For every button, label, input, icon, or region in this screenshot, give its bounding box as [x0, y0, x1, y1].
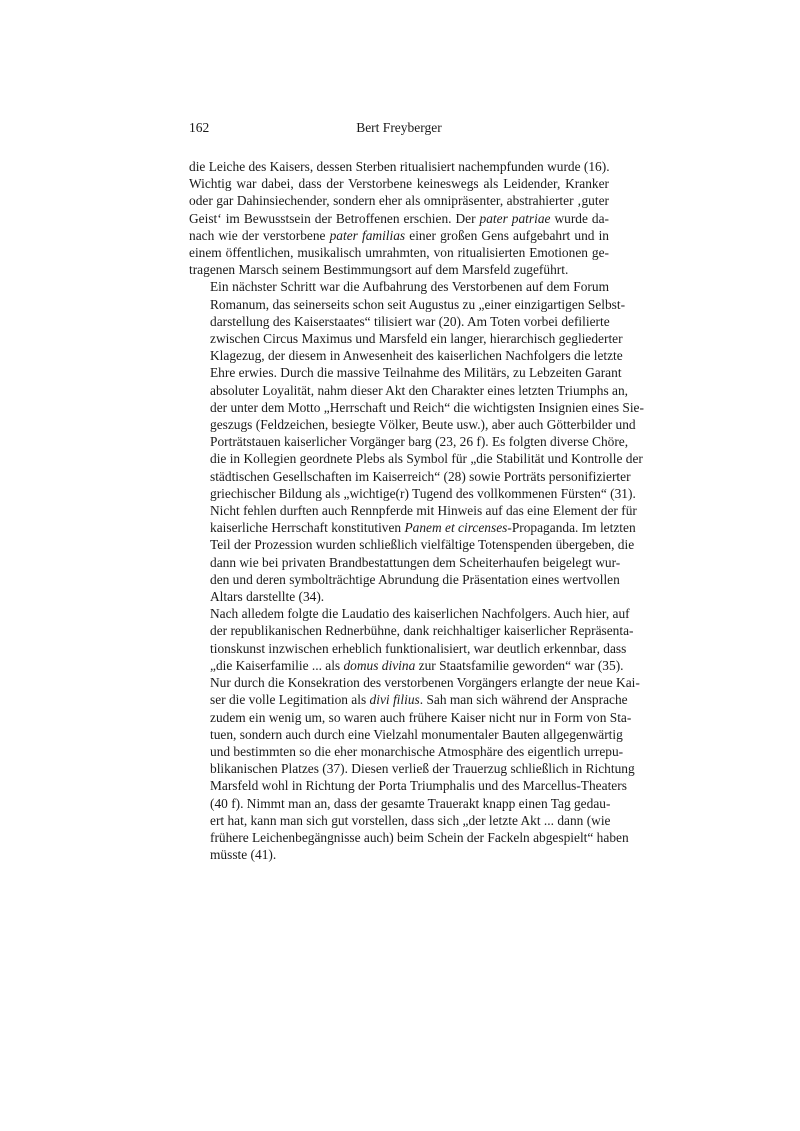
text-line	[189, 485, 636, 502]
italic-run: pater patriae	[479, 210, 551, 226]
text-line	[189, 640, 627, 657]
italic-run: divi filius	[369, 692, 420, 708]
text-run: blikanischen Platzes (37). Diesen verließ der Trauerzug schließlich in Richtung	[210, 761, 635, 777]
text-line	[189, 588, 609, 605]
text-line	[189, 261, 609, 278]
italic-run: Panem et circenses	[404, 520, 508, 536]
text-line	[189, 364, 622, 381]
text-line	[189, 399, 644, 416]
text-line	[189, 416, 636, 433]
text-run: darstellung des Kaiserstaates“ tilisiert war (20). Am Toten vorbei defilierte	[210, 313, 610, 329]
text-line	[189, 433, 629, 450]
text-run: frühere Leichenbegängnisse auch) beim Schein der Fackeln abgespielt“ haben	[210, 829, 629, 845]
text-run: tionskunst inzwischen erheblich funktionalisiert, war deutlich erkennbar, dass	[210, 640, 627, 656]
text-run: Geist‘ im Bewusstsein der Betroffenen erschien. Der	[189, 210, 480, 226]
text-line	[189, 795, 609, 812]
text-run: Romanum, das seinerseits schon seit Augustus zu „einer einzigartigen Selbst-	[210, 296, 626, 312]
text-run: ert hat, kann man sich gut vorstellen, dass sich „der letzte Akt ... dann (wie	[210, 812, 611, 828]
text-run: der unter dem Motto „Herrschaft und Reich“ die wichtigsten Insignien eines Sie-	[210, 399, 644, 415]
text-run: absoluter Loyalität, nahm dieser Akt den Charakter eines letzten Triumphs an,	[210, 382, 628, 398]
text-line	[189, 175, 609, 192]
text-run: einer großen Gens aufgebahrt und in	[405, 227, 609, 243]
text-line	[189, 709, 632, 726]
paragraph	[189, 158, 609, 278]
text-run: Nicht fehlen durften auch Rennpferde mit Hinweis auf das eine Element der für	[210, 503, 637, 519]
page-header	[189, 120, 609, 138]
text-line	[189, 347, 623, 364]
text-line	[189, 382, 628, 399]
text-line	[189, 210, 609, 227]
text-run: tragenen Marsch seinem Bestimmungsort auf dem Marsfeld zugeführt.	[189, 262, 569, 278]
text-line	[189, 691, 628, 708]
text-line	[189, 554, 621, 571]
text-run: und bestimmten so die eher monarchische Atmosphäre des eigentlich urrepu-	[210, 743, 624, 759]
text-run: ser die volle Legitimation als	[210, 692, 370, 708]
text-run: (40 f). Nimmt man an, dass der gesamte Trauerakt knapp einen Tag gedau-	[210, 795, 611, 811]
text-line	[189, 536, 635, 553]
text-line	[189, 450, 643, 467]
text-line	[189, 158, 609, 175]
text-run: oder gar Dahinsiechender, sondern eher als omnipräsenter, abstrahierter ‚guter	[189, 193, 609, 209]
page-number: 162	[189, 120, 210, 135]
text-run: die Leiche des Kaisers, dessen Sterben ritualisiert nachempfunden wurde (16).	[189, 159, 610, 174]
text-run: „die Kaiserfamilie ... als	[210, 657, 344, 673]
text-line	[189, 468, 631, 485]
italic-run: pater familias	[329, 227, 406, 243]
text-line	[189, 192, 609, 209]
text-run: kaiserliche Herrschaft konstitutiven	[210, 520, 405, 536]
text-run: Wichtig war dabei, dass der Verstorbene keineswegs als Leidender, Kranker	[189, 176, 609, 192]
italic-run: domus divina	[343, 657, 416, 673]
text-line	[189, 330, 623, 347]
running-head: Bert Freyberger	[356, 120, 442, 135]
text-line	[189, 829, 629, 846]
paragraph	[189, 278, 644, 605]
text-run: Teil der Prozession wurden schließlich vielfältige Totenspenden übergeben, die	[210, 537, 635, 553]
text-line	[189, 760, 635, 777]
text-run: tuen, sondern auch durch eine Vielzahl monumentaler Bauten allgegenwärtig	[210, 726, 623, 742]
text-run: Ein nächster Schritt war die Aufbahrung des Verstorbenen auf dem Forum	[210, 279, 609, 295]
text-run: Altars darstellte (34).	[210, 589, 325, 605]
text-run: Marsfeld wohl in Richtung der Porta Triumphalis und des Marcellus-Theaters	[210, 778, 627, 794]
text-line	[189, 622, 634, 639]
text-run: Porträtstauen kaiserlicher Vorgänger barg (23, 26 f). Es folgten diverse Chöre,	[210, 434, 629, 450]
text-line	[189, 278, 609, 295]
text-run: den und deren symbolträchtige Abrundung die Präsentation eines wertvollen	[210, 571, 620, 587]
text-run: geszugs (Feldzeichen, besiegte Völker, Beute usw.), aber auch Götterbilder und	[210, 417, 636, 433]
text-line	[189, 657, 624, 674]
text-run: nach wie der verstorbene	[189, 227, 330, 243]
text-run: Klagezug, der diesem in Anwesenheit des kaiserlichen Nachfolgers die letzte	[210, 348, 623, 364]
text-run: wurde da-	[550, 210, 609, 226]
text-line	[189, 846, 609, 863]
text-line	[189, 296, 626, 313]
body-text	[189, 158, 644, 863]
text-run: der republikanischen Rednerbühne, dank reichhaltiger kaiserlicher Repräsenta-	[210, 623, 634, 639]
text-line	[189, 726, 623, 743]
text-line	[189, 313, 609, 330]
text-run: die in Kollegien geordnete Plebs als Symbol für „die Stabilität und Kontrolle der	[210, 451, 643, 467]
text-line	[189, 227, 609, 244]
text-line	[189, 777, 627, 794]
text-line	[189, 674, 640, 691]
text-run: müsste (41).	[210, 847, 277, 863]
text-line	[189, 605, 630, 622]
text-run: Ehre erwies. Durch die massive Teilnahme des Militärs, zu Lebzeiten Garant	[210, 365, 622, 381]
text-run: . Sah man sich während der Ansprache	[419, 692, 628, 708]
text-run: griechischer Bildung als „wichtige(r) Tugend des vollkommenen Fürsten“ (31).	[210, 485, 636, 501]
text-run: städtischen Gesellschaften im Kaiserreich“ (28) sowie Porträts personifizierter	[210, 468, 631, 484]
text-line	[189, 502, 637, 519]
paragraph	[189, 605, 640, 863]
text-run: Nur durch die Konsekration des verstorbenen Vorgängers erlangte der neue Kai-	[210, 675, 640, 691]
text-line	[189, 244, 609, 261]
text-line	[189, 571, 620, 588]
text-run: dann wie bei privaten Brandbestattungen dem Scheiterhaufen beigelegt wur-	[210, 554, 621, 570]
text-run: zwischen Circus Maximus und Marsfeld ein langer, hierarchisch gegliederter	[210, 331, 623, 347]
text-line	[189, 812, 609, 829]
text-line	[189, 743, 624, 760]
text-line	[189, 519, 636, 536]
text-run: Nach alledem folgte die Laudatio des kaiserlichen Nachfolgers. Auch hier, auf	[210, 606, 630, 622]
text-run: zur Staatsfamilie geworden“ war (35).	[415, 657, 624, 673]
text-run: einem öffentlichen, musikalisch umrahmten, von ritualisierten Emotionen ge-	[189, 245, 609, 261]
text-run: zudem ein wenig um, so waren auch frühere Kaiser nicht nur in Form von Sta-	[210, 709, 632, 725]
text-run: -Propaganda. Im letzten	[507, 520, 636, 536]
